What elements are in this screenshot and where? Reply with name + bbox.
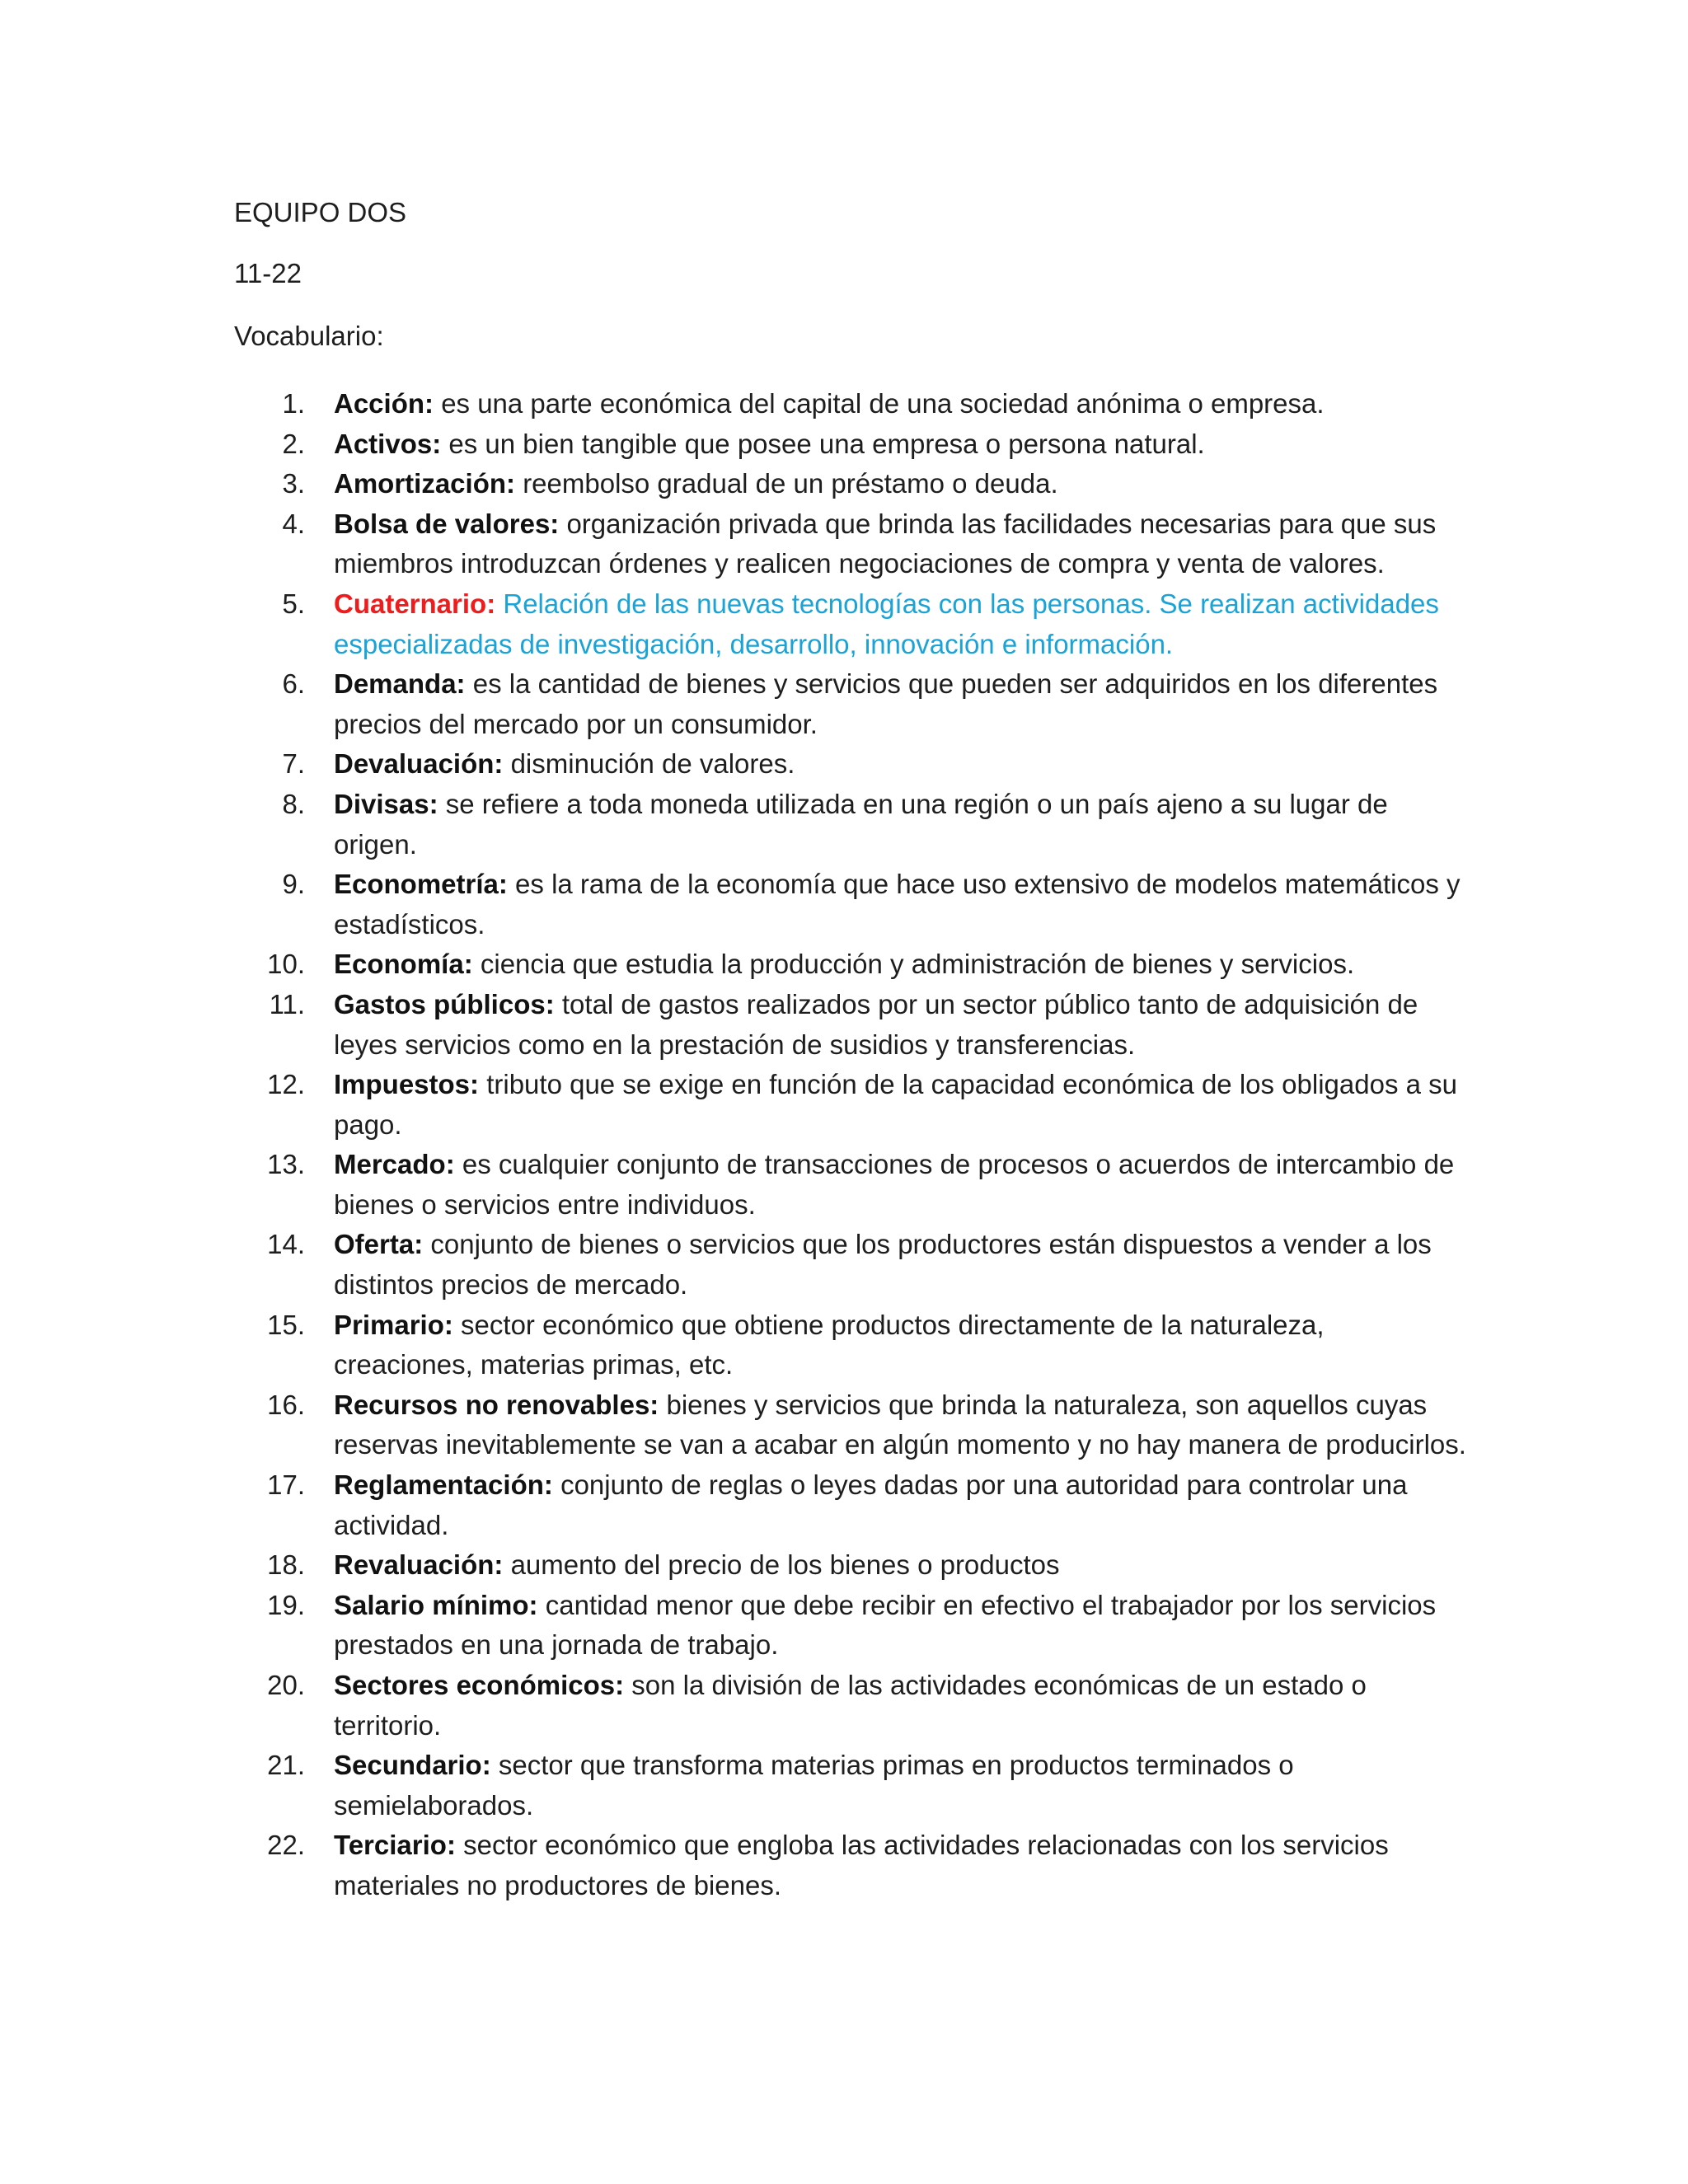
- vocabulary-item: [234, 865, 1470, 944]
- vocabulary-item: [234, 1385, 1470, 1465]
- item-term: Econometría:: [334, 869, 508, 900]
- vocabulary-item: [234, 464, 1470, 504]
- item-definition: reembolso gradual de un préstamo o deuda.: [523, 468, 1058, 499]
- vocabulary-item: [234, 1825, 1470, 1905]
- item-definition: sector que transforma materias primas en productos terminados o semielaborados.: [334, 1750, 1294, 1821]
- vocabulary-item: [234, 1225, 1470, 1305]
- item-number: 3.: [282, 468, 305, 499]
- item-definition: total de gastos realizados por un sector público tanto de adquisición de leyes servicios como en la prestación de susidios y transferencias.: [334, 988, 1418, 1060]
- vocabulary-item: [234, 1666, 1470, 1746]
- item-definition: es cualquier conjunto de transacciones de procesos o acuerdos de intercambio de bienes o servicios entre individuos.: [334, 1149, 1455, 1220]
- item-term: Gastos públicos:: [334, 988, 555, 1019]
- item-definition: es la rama de la economía que hace uso extensivo de modelos matemáticos y estadísticos.: [334, 869, 1461, 940]
- document-date: 11-22: [234, 258, 302, 288]
- vocabulary-item: [234, 424, 1470, 465]
- item-definition: Relación de las nuevas tecnologías con las personas. Se realizan actividades especializadas de investigación, desarrollo, innovación e información.: [334, 588, 1439, 659]
- item-term: Primario:: [334, 1309, 453, 1340]
- vocabulary-item: [234, 1065, 1470, 1145]
- item-definition: conjunto de bienes o servicios que los productores están dispuestos a vender a los distintos precios de mercado.: [334, 1229, 1432, 1301]
- vocabulary-item-highlighted: [234, 584, 1470, 664]
- vocabulary-item: [234, 1465, 1470, 1545]
- item-term: Bolsa de valores:: [334, 508, 560, 539]
- item-term: Impuestos:: [334, 1069, 480, 1100]
- item-number: 22.: [267, 1830, 305, 1861]
- vocabulary-item: [234, 785, 1470, 865]
- vocabulary-item: [234, 1586, 1470, 1666]
- item-definition: es una parte económica del capital de una sociedad anónima o empresa.: [441, 388, 1325, 419]
- vocabulary-list: [234, 384, 1470, 1906]
- item-term: Amortización:: [334, 468, 516, 499]
- item-term: Divisas:: [334, 788, 438, 819]
- vocabulary-item: [234, 985, 1470, 1065]
- vocabulary-item: [234, 1305, 1470, 1385]
- item-number: 16.: [267, 1389, 305, 1420]
- item-term: Revaluación:: [334, 1549, 504, 1581]
- vocabulary-item: [234, 744, 1470, 785]
- item-number: 19.: [267, 1589, 305, 1620]
- item-term: Secundario:: [334, 1750, 491, 1781]
- item-number: 17.: [267, 1469, 305, 1501]
- item-term: Activos:: [334, 428, 442, 459]
- item-number: 10.: [267, 949, 305, 980]
- vocabulary-item: [234, 664, 1470, 744]
- item-term: Oferta:: [334, 1229, 424, 1260]
- item-definition: son la división de las actividades económicas de un estado o territorio.: [334, 1670, 1367, 1741]
- item-definition: se refiere a toda moneda utilizada en una región o un país ajeno a su lugar de origen.: [334, 788, 1388, 860]
- item-definition: cantidad menor que debe recibir en efectivo el trabajador por los servicios prestados en una jornada de trabajo.: [334, 1589, 1437, 1661]
- vocabulary-item: [234, 1145, 1470, 1225]
- item-term: Sectores económicos:: [334, 1670, 625, 1700]
- item-number: 1.: [282, 388, 305, 419]
- item-term: Economía:: [334, 949, 473, 980]
- item-definition: disminución de valores.: [510, 748, 795, 780]
- vocabulary-item: [234, 1545, 1470, 1586]
- item-number: 18.: [267, 1549, 305, 1581]
- item-term: Acción:: [334, 388, 434, 419]
- item-term: Mercado:: [334, 1149, 455, 1180]
- item-number: 7.: [282, 748, 305, 780]
- vocabulary-item: [234, 944, 1470, 985]
- item-number: 6.: [282, 668, 305, 700]
- item-definition: ciencia que estudia la producción y administración de bienes y servicios.: [480, 949, 1355, 980]
- item-number: 14.: [267, 1229, 305, 1260]
- item-number: 8.: [282, 788, 305, 819]
- item-definition: aumento del precio de los bienes o productos: [510, 1549, 1060, 1581]
- item-term: Demanda:: [334, 668, 466, 700]
- item-term: Recursos no renovables:: [334, 1389, 659, 1420]
- item-number: 15.: [267, 1309, 305, 1340]
- vocabulary-item: [234, 384, 1470, 424]
- item-number: 4.: [282, 508, 305, 539]
- item-number: 5.: [282, 588, 305, 619]
- item-term: Reglamentación:: [334, 1469, 553, 1501]
- item-term: Cuaternario:: [334, 588, 496, 619]
- vocabulary-item: [234, 1746, 1470, 1825]
- item-number: 13.: [267, 1149, 305, 1180]
- item-number: 11.: [269, 988, 305, 1019]
- item-term: Devaluación:: [334, 748, 504, 780]
- item-number: 9.: [282, 869, 305, 900]
- item-definition: sector económico que obtiene productos directamente de la naturaleza, creaciones, materias primas, etc.: [334, 1309, 1325, 1380]
- item-definition: conjunto de reglas o leyes dadas por una autoridad para controlar una actividad.: [334, 1469, 1408, 1540]
- item-definition: sector económico que engloba las actividades relacionadas con los servicios materiales no productores de bienes.: [334, 1830, 1389, 1900]
- item-term: Salario mínimo:: [334, 1589, 538, 1620]
- vocabulary-item: [234, 504, 1470, 584]
- item-definition: tributo que se exige en función de la capacidad económica de los obligados a su pago.: [334, 1069, 1458, 1140]
- item-number: 21.: [267, 1750, 305, 1781]
- item-definition: es la cantidad de bienes y servicios que pueden ser adquiridos en los diferentes precios del mercado por un consumidor.: [334, 668, 1438, 739]
- item-definition: es un bien tangible que posee una empresa o persona natural.: [448, 428, 1205, 459]
- section-heading: Vocabulario:: [234, 321, 384, 351]
- item-definition: bienes y servicios que brinda la naturaleza, son aquellos cuyas reservas inevitablemente se van a acabar en algún momento y no hay manera de producirlos.: [334, 1389, 1466, 1460]
- item-number: 2.: [282, 428, 305, 459]
- item-number: 12.: [267, 1069, 305, 1100]
- item-definition: organización privada que brinda las facilidades necesarias para que sus miembros introduzcan órdenes y realicen negociaciones de compra y venta de valores.: [334, 508, 1437, 579]
- document-title: EQUIPO DOS: [234, 197, 407, 227]
- item-term: Terciario:: [334, 1830, 456, 1861]
- item-number: 20.: [267, 1670, 305, 1700]
